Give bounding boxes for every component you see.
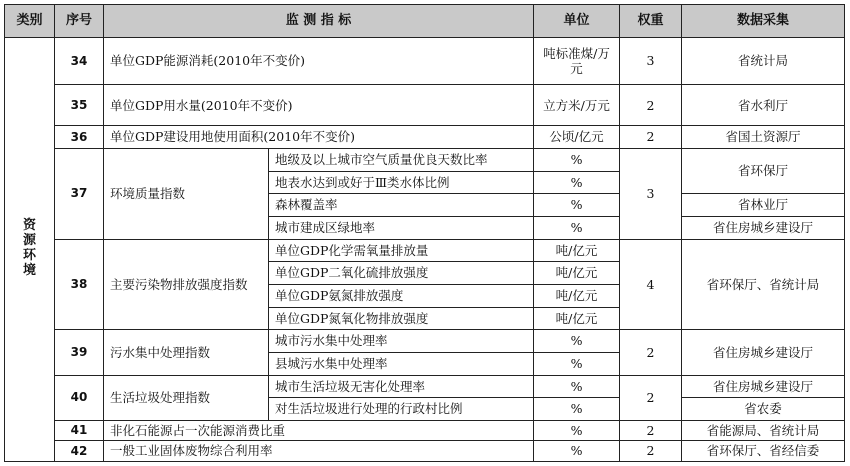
unit-cell: 吨/亿元 [534,262,620,285]
unit-cell: 吨/亿元 [534,239,620,262]
weight-cell: 3 [620,149,682,240]
header-seq: 序号 [55,5,104,38]
category-label: 资源环境 [22,218,36,279]
weight-cell: 4 [620,239,682,330]
sub-indicator-name: 单位GDP氮氧化物排放强度 [269,307,534,330]
unit-cell: 公顷/亿元 [534,126,620,149]
indicator-name: 污水集中处理指数 [104,330,269,375]
unit-cell: % [534,375,620,398]
source-cell: 省住房城乡建设厅 [682,375,845,398]
unit-cell: % [534,217,620,240]
table-row [5,126,845,149]
category-cell [5,38,55,462]
sub-indicator-name: 单位GDP氨氮排放强度 [269,284,534,307]
sub-indicator-name: 森林覆盖率 [269,194,534,217]
table-row [5,375,845,398]
sub-indicator-name: 对生活垃圾进行处理的行政村比例 [269,398,534,421]
weight-cell: 3 [620,38,682,85]
seq-cell: 34 [55,38,104,85]
unit-cell: % [534,330,620,353]
unit-cell: 吨/亿元 [534,284,620,307]
table-row [5,420,845,441]
table-row [5,441,845,462]
source-cell: 省林业厅 [682,194,845,217]
header-unit: 单位 [534,5,620,38]
source-cell: 省环保厅 [682,149,845,194]
sub-indicator-name: 地表水达到或好于Ⅲ类水体比例 [269,171,534,194]
source-cell: 省统计局 [682,38,845,85]
source-cell: 省水利厅 [682,85,845,126]
unit-cell: 吨/亿元 [534,307,620,330]
unit-cell: % [534,441,620,462]
weight-cell: 2 [620,126,682,149]
unit-cell: % [534,420,620,441]
indicator-name: 单位GDP能源消耗(2010年不变价) [104,38,534,85]
unit-cell: 吨标准煤/万元 [534,38,620,85]
indicator-name: 主要污染物排放强度指数 [104,239,269,330]
indicator-name: 一般工业固体废物综合利用率 [104,441,534,462]
seq-cell: 42 [55,441,104,462]
indicator-name: 非化石能源占一次能源消费比重 [104,420,534,441]
indicator-name: 生活垃圾处理指数 [104,375,269,420]
sub-indicator-name: 地级及以上城市空气质量优良天数比率 [269,149,534,172]
table-row [5,330,845,353]
table-row [5,149,845,172]
unit-cell: % [534,194,620,217]
table-row [5,85,845,126]
unit-cell: % [534,398,620,421]
sub-indicator-name: 单位GDP二氧化硫排放强度 [269,262,534,285]
unit-cell: % [534,352,620,375]
unit-cell: 立方米/万元 [534,85,620,126]
source-cell: 省能源局、省统计局 [682,420,845,441]
seq-cell: 35 [55,85,104,126]
table-row [5,38,845,85]
source-cell: 省国土资源厅 [682,126,845,149]
seq-cell: 37 [55,149,104,240]
source-cell: 省住房城乡建设厅 [682,217,845,240]
source-cell: 省住房城乡建设厅 [682,330,845,375]
source-cell: 省环保厅、省经信委 [682,441,845,462]
source-cell: 省农委 [682,398,845,421]
header-indicator: 监 测 指 标 [104,5,534,38]
header-category: 类别 [5,5,55,38]
indicator-table [4,4,845,462]
weight-cell: 2 [620,375,682,420]
sub-indicator-name: 城市污水集中处理率 [269,330,534,353]
seq-cell: 41 [55,420,104,441]
weight-cell: 2 [620,85,682,126]
seq-cell: 38 [55,239,104,330]
indicator-name: 单位GDP建设用地使用面积(2010年不变价) [104,126,534,149]
indicator-name: 单位GDP用水量(2010年不变价) [104,85,534,126]
weight-cell: 2 [620,441,682,462]
sub-indicator-name: 单位GDP化学需氧量排放量 [269,239,534,262]
header-source: 数据采集 [682,5,845,38]
sub-indicator-name: 县城污水集中处理率 [269,352,534,375]
unit-cell: % [534,149,620,172]
seq-cell: 40 [55,375,104,420]
seq-cell: 39 [55,330,104,375]
indicator-name: 环境质量指数 [104,149,269,240]
seq-cell: 36 [55,126,104,149]
header-row [5,5,845,38]
weight-cell: 2 [620,330,682,375]
table-row [5,239,845,262]
weight-cell: 2 [620,420,682,441]
sub-indicator-name: 城市建成区绿地率 [269,217,534,240]
header-weight: 权重 [620,5,682,38]
source-cell: 省环保厅、省统计局 [682,239,845,330]
unit-cell: % [534,171,620,194]
sub-indicator-name: 城市生活垃圾无害化处理率 [269,375,534,398]
